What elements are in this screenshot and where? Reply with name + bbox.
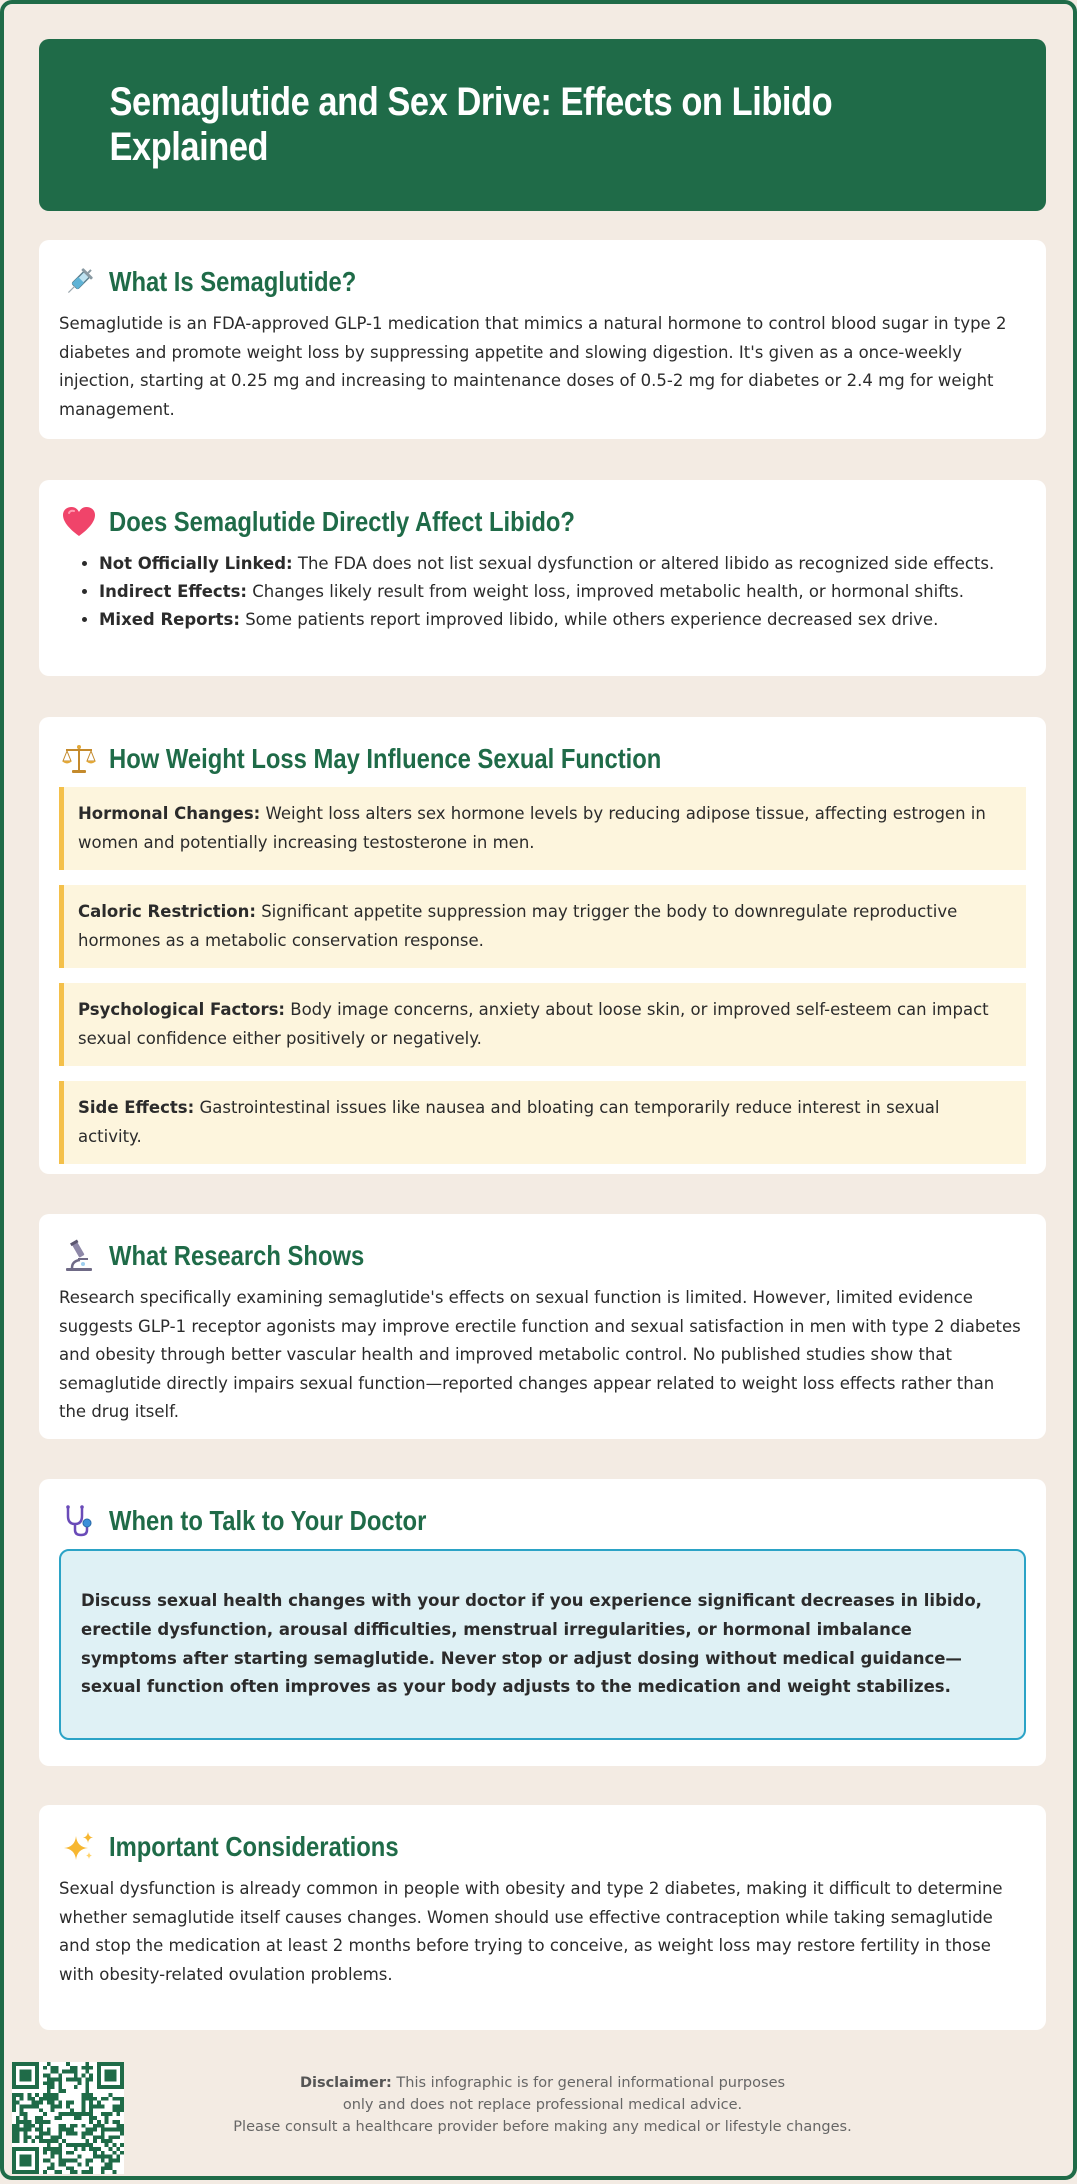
bullet-label: Mixed Reports:	[99, 610, 240, 629]
section-text: Research specifically examining semaglutide's effects on sexual function is limited. However, limited evidence suggests GLP-1 receptor agonists may improve erectile function and sexual satisfaction in men with type 2 diabetes and obesity through better vascular health and improved metabolic control. No published studies show that semaglutide directly impairs sexual function—reported changes appear related to weight loss effects rather than the drug itself.	[59, 1288, 1021, 1421]
footer	[4, 2054, 1077, 2184]
section-title: When to Talk to Your Doctor	[109, 1505, 427, 1536]
callout-label: Side Effects:	[78, 1098, 195, 1117]
list-item	[99, 578, 1026, 606]
stethoscope-icon	[59, 1501, 99, 1541]
section-considerations	[39, 1805, 1046, 2030]
section-title: Important Considerations	[109, 1831, 399, 1862]
microscope-icon	[59, 1236, 99, 1276]
section-title: How Weight Loss May Influence Sexual Function	[109, 743, 662, 774]
section-header	[59, 1827, 1026, 1867]
section-doctor	[39, 1479, 1046, 1766]
list-item	[99, 550, 1026, 578]
section-text: Sexual dysfunction is already common in people with obesity and type 2 diabetes, making it difficult to determine whether semaglutide itself causes changes. Women should use effective contraception while taking semaglutide and stop the medication at least 2 months before trying to conceive, as weight loss may restore fertility in those with obesity-related ovulation problems.	[59, 1879, 1003, 1984]
section-title: Does Semaglutide Directly Affect Libido?	[109, 506, 575, 537]
callout-text: Significant appetite suppression may trigger the body to downregulate reproductive hormones as a metabolic conservation response.	[78, 902, 958, 950]
disclaimer-line: Please consult a healthcare provider before making any medical or lifestyle changes.	[233, 2119, 852, 2135]
callout-label: Hormonal Changes:	[78, 804, 261, 823]
callout-item	[59, 885, 1026, 968]
section-title: What Is Semaglutide?	[109, 266, 357, 297]
section-title: What Research Shows	[109, 1240, 365, 1271]
callout-item	[59, 983, 1026, 1066]
section-text: Semaglutide is an FDA-approved GLP-1 medication that mimics a natural hormone to control blood sugar in type 2 diabetes and promote weight loss by suppressing appetite and slowing digestion. It's given as a once-weekly injection, starting at 0.25 mg and increasing to maintenance doses of 0.5-2 mg for diabetes or 2.4 mg for weight management.	[59, 314, 1007, 419]
doctor-advice-box: Discuss sexual health changes with your doctor if you experience significant decreases in libido, erectile dysfunction, arousal difficulties, menstrual irregularities, or hormonal imbalance symptoms after starting semaglutide. Never stop or adjust dosing without medical guidance—sexual function often improves as your body adjusts to the medication and weight stabilizes.	[59, 1549, 1026, 1740]
balance-scale-icon	[59, 739, 99, 779]
list-item	[99, 606, 1026, 634]
syringe-icon	[59, 262, 99, 302]
callout-text: Gastrointestinal issues like nausea and bloating can temporarily reduce interest in sexual activity.	[78, 1098, 940, 1146]
callout-list	[59, 787, 1026, 1164]
callout-text: Body image concerns, anxiety about loose skin, or improved self-esteem can impact sexual confidence either positively or negatively.	[78, 1000, 989, 1048]
bullet-label: Not Officially Linked:	[99, 554, 293, 573]
section-header	[59, 1236, 1026, 1276]
callout-item	[59, 787, 1026, 870]
section-header	[59, 739, 1026, 779]
section-header	[59, 262, 1026, 302]
callout-label: Caloric Restriction:	[78, 902, 256, 921]
callout-label: Psychological Factors:	[78, 1000, 286, 1019]
page-title: Semaglutide and Sex Drive: Effects on Libido Explained	[109, 80, 833, 169]
sparkles-icon	[59, 1827, 99, 1867]
qr-code-icon[interactable]	[12, 2062, 124, 2174]
section-libido	[39, 480, 1046, 676]
disclaimer	[204, 2072, 881, 2138]
section-header	[59, 1501, 1026, 1541]
section-header	[59, 502, 1026, 542]
heart-icon	[59, 502, 99, 542]
bullet-label: Indirect Effects:	[99, 582, 248, 601]
section-weight-loss	[39, 717, 1046, 1174]
page-header	[39, 39, 1046, 211]
callout-text: Weight loss alters sex hormone levels by reducing adipose tissue, affecting estrogen in women and potentially increasing testosterone in men.	[78, 804, 986, 852]
section-research	[39, 1214, 1046, 1439]
bullet-list	[59, 550, 1026, 634]
bullet-text: Changes likely result from weight loss, improved metabolic health, or hormonal shifts.	[247, 582, 965, 601]
bullet-text: The FDA does not list sexual dysfunction or altered libido as recognized side effects.	[292, 554, 995, 573]
callout-item	[59, 1081, 1026, 1164]
disclaimer-line: only and does not replace professional medical advice.	[342, 2097, 743, 2113]
bullet-text: Some patients report improved libido, while others experience decreased sex drive.	[239, 610, 939, 629]
section-what-is	[39, 240, 1046, 439]
disclaimer-label: Disclaimer:	[299, 2075, 392, 2091]
disclaimer-line: This infographic is for general informational purposes	[391, 2075, 786, 2091]
